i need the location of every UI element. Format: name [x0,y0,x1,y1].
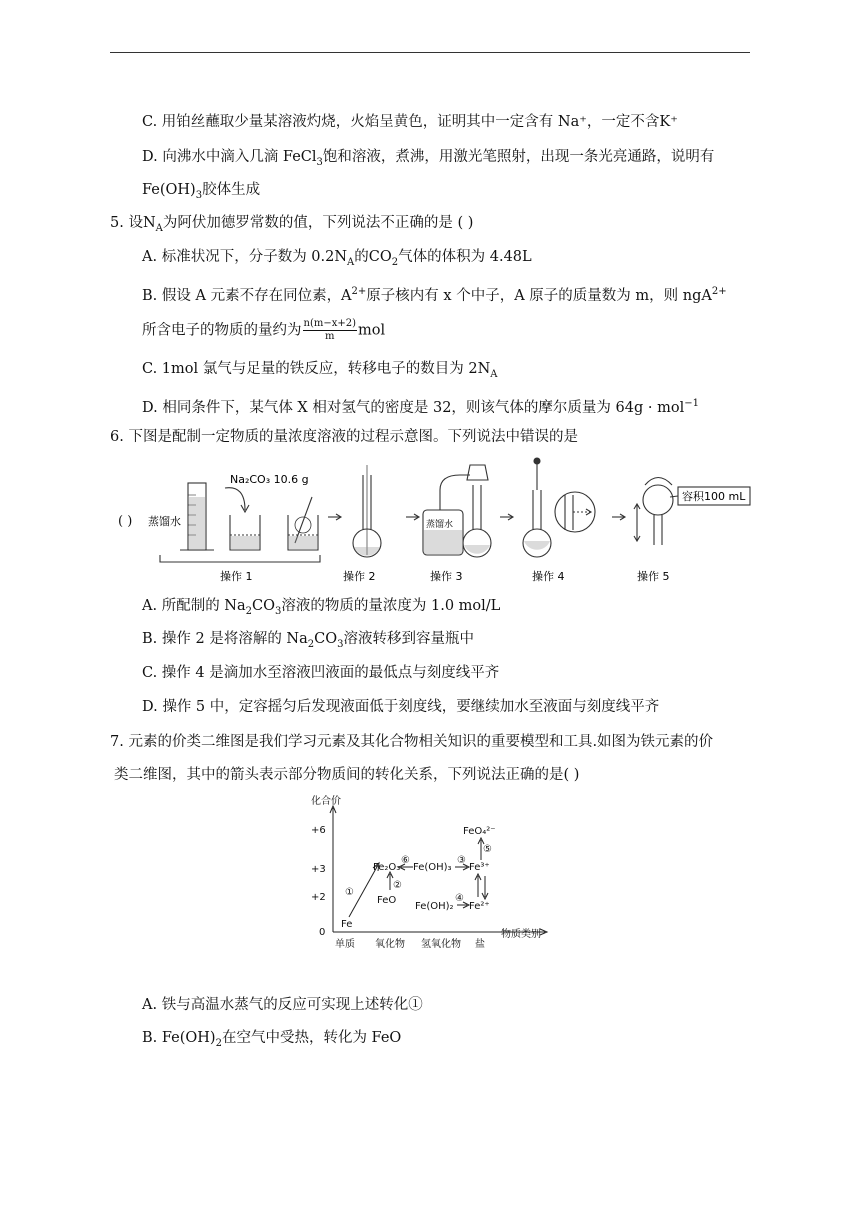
q5-option-c: C. 1mol 氯气与足量的铁反应，转移电子的数目为 $2N_A$ [142,361,498,380]
q7-stem-line2: 类二维图，其中的箭头表示部分物质间的转化关系，下列说法正确的是( ) [114,767,580,783]
operation-2-label: 操作 2 [343,570,376,583]
distilled-water-label: 蒸馏水 [148,515,181,528]
volume-label: 容积100 mL [682,490,746,503]
q6-option-a: A. 所配制的 $Na_2CO_3$溶液的物质的量浓度为 1.0 mol/L [142,598,501,617]
header-rule [110,52,750,53]
iron-valence-class-chart [305,792,565,952]
operation-4-label: 操作 4 [532,570,565,583]
species-feoh3: Fe(OH)₃ [413,862,452,873]
q5-stem: 5. 设$N_A$为阿伏加德罗常数的值，下列说法不正确的是 ( ) [110,215,474,234]
species-fe3: Fe³⁺ [469,862,490,873]
q4-option-c: C. 用铂丝蘸取少量某溶液灼烧，火焰呈黄色，证明其中一定含有 Na⁺，一定不含K⁺ [142,114,678,130]
q6-stem: 6. 下图是配制一定物质的量浓度溶液的过程示意图。下列说法中错误的是 [110,429,578,445]
xcat-oxide: 氧化物 [375,939,405,950]
q4-option-d-line1: D. 向沸水中滴入几滴 FeCl$_3$饱和溶液，煮沸，用激光笔照射，出现一条光亮通路，说明有 [142,149,715,168]
species-feoh2: Fe(OH)₂ [415,901,454,912]
species-fe: Fe [341,919,353,930]
species-feo4: FeO₄²⁻ [463,826,496,837]
q5-option-d: D. 相同条件下，某气体 X 相对氢气的密度是 32，则该气体的摩尔质量为 64g · mol$^{-1}$ [142,398,699,416]
operation-3-label: 操作 3 [430,570,463,583]
mark-2: ② [393,880,402,891]
mark-1: ① [345,887,354,898]
q6-paren: ( ) [118,514,133,529]
q6-option-b: B. 操作 2 是将溶解的 $Na_2CO_3$溶液转移到容量瓶中 [142,631,474,650]
fraction: $\frac{n(m-x+2)}{m}$ [303,318,356,342]
species-feo: FeO [377,895,397,906]
solution-preparation-figure [140,455,760,590]
ytick-zero: 0 [319,927,326,938]
q5-option-b-line1: B. 假设 A 元素不存在同位素，$A^{2+}$原子核内有 x 个中子，A 原子的质量数为 m，则 ngA$^{2+}$ [142,286,727,304]
q7-stem-line1: 7. 元素的价类二维图是我们学习元素及其化合物相关知识的重要模型和工具.如图为铁元素的价 [110,734,714,750]
q7-option-a: A. 铁与高温水蒸气的反应可实现上述转化① [142,997,423,1013]
q4-option-d-line2: $Fe(OH)_3$胶体生成 [142,182,261,201]
q7-option-b: B. $Fe(OH)_2$在空气中受热，转化为 FeO [142,1030,402,1049]
mark-5: ⑤ [483,844,492,855]
q6-option-d: D. 操作 5 中，定容摇匀后发现液面低于刻度线，要继续加水至液面与刻度线平齐 [142,699,660,715]
ytick-plus2: +2 [311,892,326,903]
xcat-hydroxide: 氢氧化物 [421,939,461,950]
q5-option-a: A. 标准状况下，分子数为 $0.2N_A$的$CO_2$气体的体积为 4.48L [142,249,532,268]
reagent-label: Na₂CO₃ 10.6 g [230,473,309,486]
mark-4: ④ [455,893,464,904]
xcat-salt: 盐 [475,939,485,950]
q5-option-b-line2: 所含电子的物质的量约为 $\frac{n(m-x+2)}{m}$ mol [142,318,386,342]
ytick-plus6: +6 [311,825,326,836]
species-fe2: Fe²⁺ [469,901,490,912]
species-fe2o3: Fe₂O₃ [373,862,401,873]
wash-bottle-label: 蒸馏水 [426,520,454,530]
operation-1-label: 操作 1 [220,570,253,583]
xcat-element: 单质 [335,939,355,950]
q6-option-c: C. 操作 4 是滴加水至溶液凹液面的最低点与刻度线平齐 [142,665,500,681]
ytick-plus3: +3 [311,864,326,875]
operation-5-label: 操作 5 [637,570,670,583]
mark-6: ⑥ [401,855,410,866]
x-axis-label: 物质类别 [501,929,541,940]
mark-3: ③ [457,855,466,866]
y-axis-label: 化合价 [311,796,341,807]
